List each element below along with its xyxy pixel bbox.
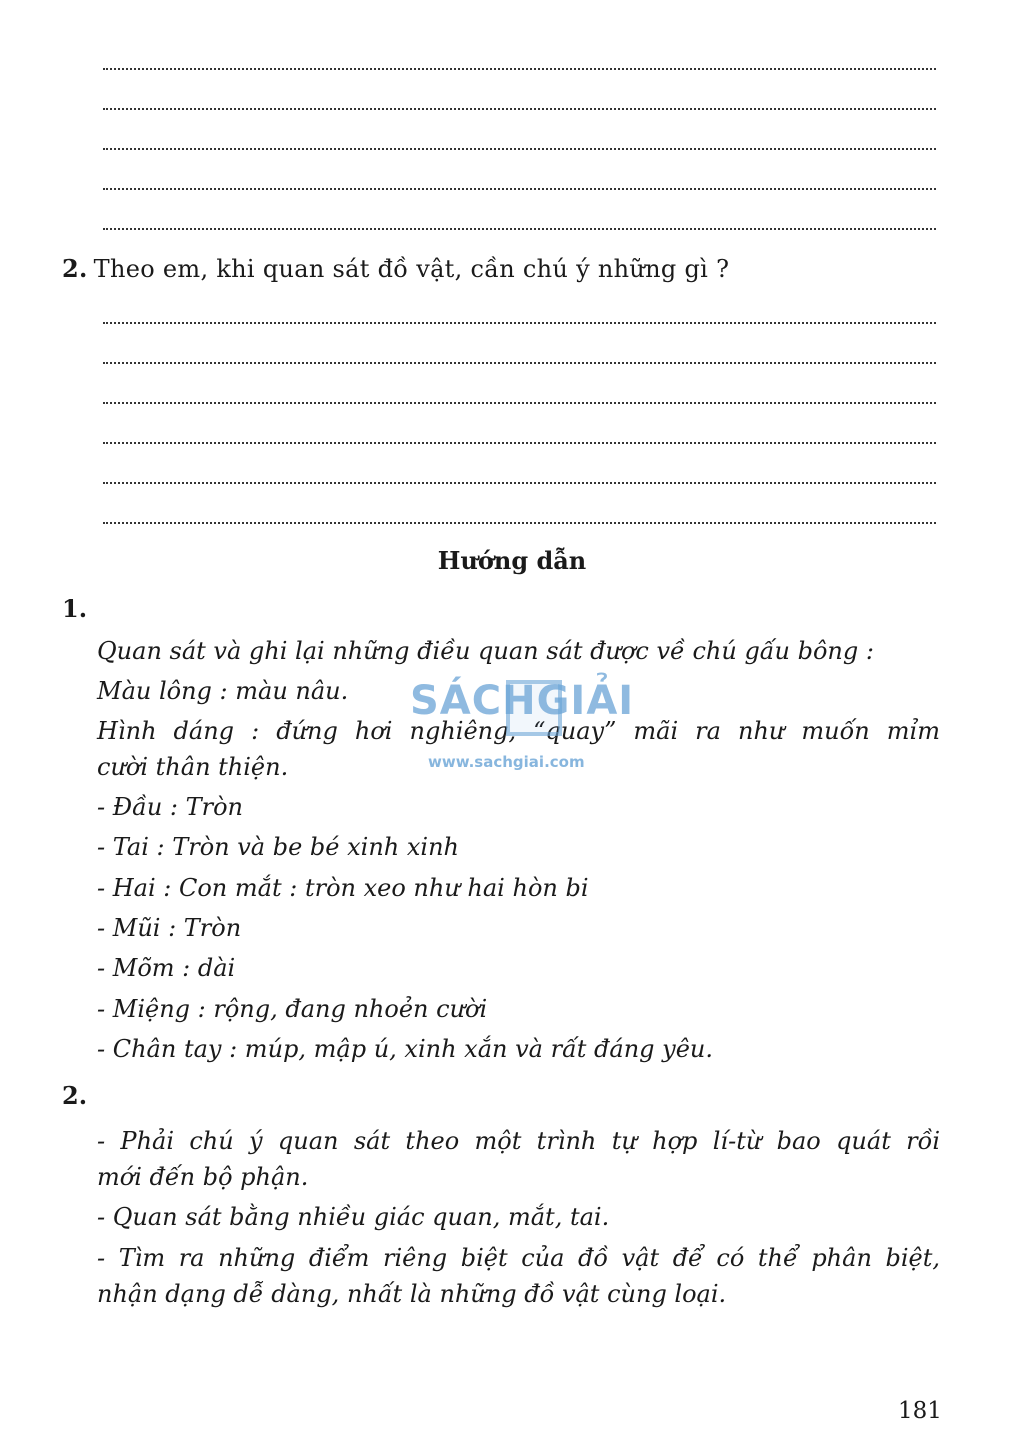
section-1-line: - Mũi : Tròn — [97, 914, 242, 942]
answer-line — [103, 322, 936, 324]
section-1-line: Màu lông : màu nâu. — [97, 677, 349, 705]
section-2-line: - Quan sát bằng nhiều giác quan, mắt, tai. — [97, 1203, 610, 1231]
section-1-line: Hình dáng : đứng hơi nghiêng, “quay” mãi ra như muốn mỉm — [97, 717, 940, 745]
question-2 — [62, 254, 729, 283]
section-1-line: cười thân thiện. — [97, 753, 289, 781]
section-2-line: - Tìm ra những điểm riêng biệt của đồ vật để có thể phân biệt, — [97, 1244, 940, 1272]
answer-line — [103, 68, 936, 70]
answer-line — [103, 402, 936, 404]
answer-line — [103, 188, 936, 190]
section-1-line: Quan sát và ghi lại những điều quan sát được về chú gấu bông : — [97, 637, 874, 665]
section-1-number: 1. — [62, 594, 88, 623]
question-text: Theo em, khi quan sát đồ vật, cần chú ý những gì ? — [93, 255, 730, 283]
section-1-line: - Tai : Tròn và be bé xinh xinh — [97, 833, 459, 861]
question-number: 2. — [62, 254, 88, 283]
section-2-line: nhận dạng dễ dàng, nhất là những đồ vật cùng loại. — [97, 1280, 727, 1308]
answer-line — [103, 442, 936, 444]
watermark — [410, 678, 635, 778]
section-1-line: - Hai : Con mắt : tròn xeo như hai hòn bi — [97, 874, 589, 902]
section-2-number: 2. — [62, 1081, 88, 1110]
answer-line — [103, 362, 936, 364]
section-2-line: - Phải chú ý quan sát theo một trình tự hợp lí-từ bao quát rồi — [97, 1127, 940, 1155]
section-1-line: - Đầu : Tròn — [97, 793, 244, 821]
answer-line — [103, 108, 936, 110]
answer-line — [103, 482, 936, 484]
answer-line — [103, 522, 936, 524]
guide-heading: Hướng dẫn — [437, 546, 587, 575]
answer-line — [103, 148, 936, 150]
watermark-url: www.sachgiai.com — [428, 753, 585, 771]
section-1-line: - Mõm : dài — [97, 954, 236, 982]
watermark-brand: SÁCHGIẢI — [410, 678, 635, 724]
answer-line — [103, 228, 936, 230]
page-number: 181 — [898, 1398, 942, 1424]
section-1-line: - Miệng : rộng, đang nhoẻn cười — [97, 995, 488, 1023]
section-2-line: mới đến bộ phận. — [97, 1163, 309, 1191]
section-1-line: - Chân tay : múp, mập ú, xinh xắn và rất đáng yêu. — [97, 1035, 714, 1063]
